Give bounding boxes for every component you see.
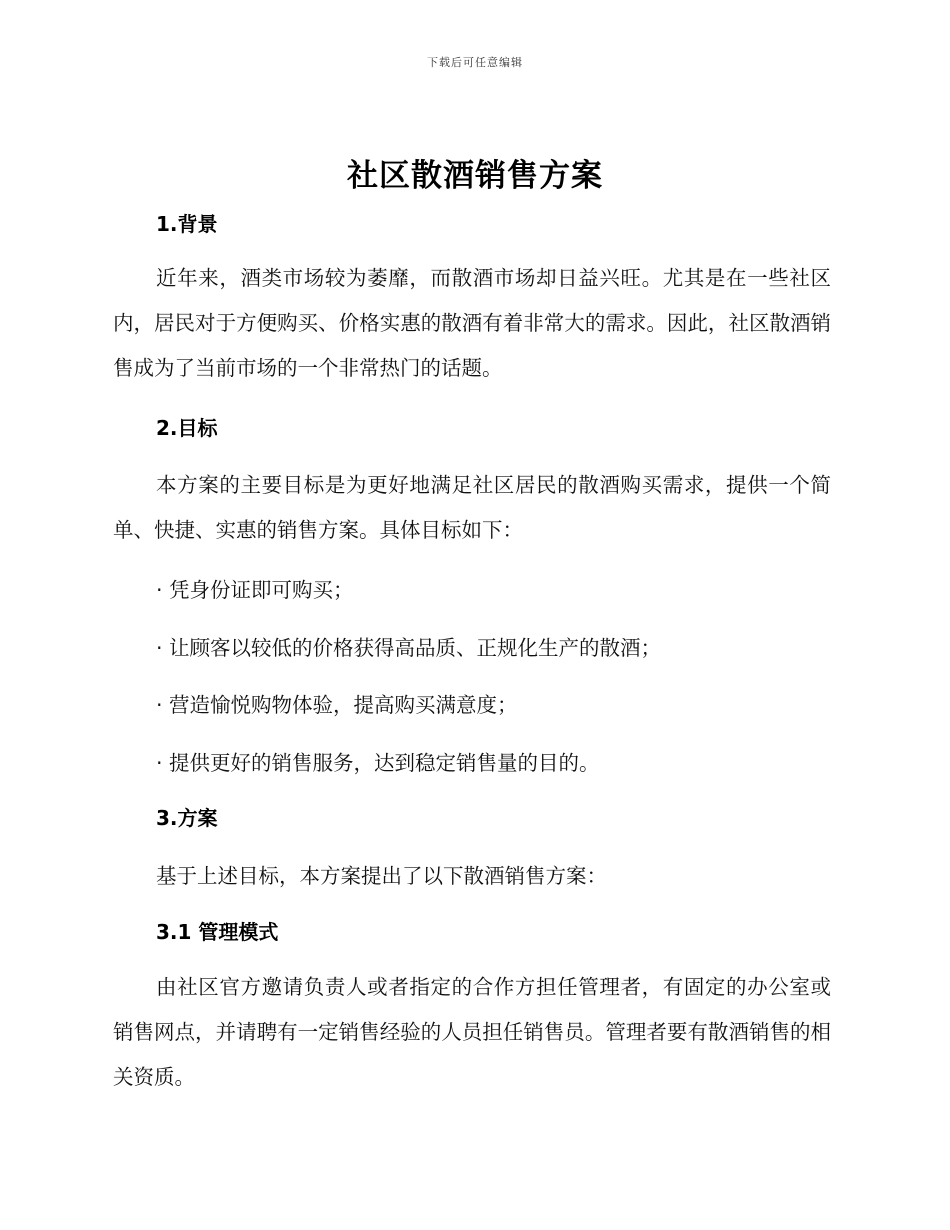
management-paragraph: 由社区官方邀请负责人或者指定的合作方担任管理者，有固定的办公室或销售网点，并请聘有一定销售经验的人员担任销售员。管理者要有散酒销售的相关资质。: [113, 975, 831, 1089]
header-note: 下载后可任意编辑: [427, 56, 523, 69]
background-paragraph: 近年来，酒类市场较为萎靡，而散酒市场却日益兴旺。尤其是在一些社区内，居民对于方便购买、价格实惠的散酒有着非常大的需求。因此，社区散酒销售成为了当前市场的一个非常热门的话题。: [113, 266, 831, 380]
section-heading-management: 3.1 管理模式: [156, 920, 279, 944]
goal-item: · 营造愉悦购物体验，提高购买满意度；: [156, 693, 518, 717]
section-heading-background: 1.背景: [156, 212, 218, 236]
section-heading-plan: 3.方案: [156, 806, 218, 830]
goal-item: · 让顾客以较低的价格获得高品质、正规化生产的散酒；: [156, 636, 662, 660]
goal-item: · 凭身份证即可购买；: [156, 578, 354, 602]
goal-item: · 提供更好的销售服务，达到稳定销售量的目的。: [156, 751, 600, 775]
section-heading-goals: 2.目标: [156, 416, 218, 440]
document-title: 社区散酒销售方案: [347, 158, 603, 194]
goals-paragraph: 本方案的主要目标是为更好地满足社区居民的散酒购买需求，提供一个简单、快捷、实惠的销售方案。具体目标如下：: [113, 473, 831, 542]
plan-intro: 基于上述目标，本方案提出了以下散酒销售方案：: [156, 864, 607, 888]
